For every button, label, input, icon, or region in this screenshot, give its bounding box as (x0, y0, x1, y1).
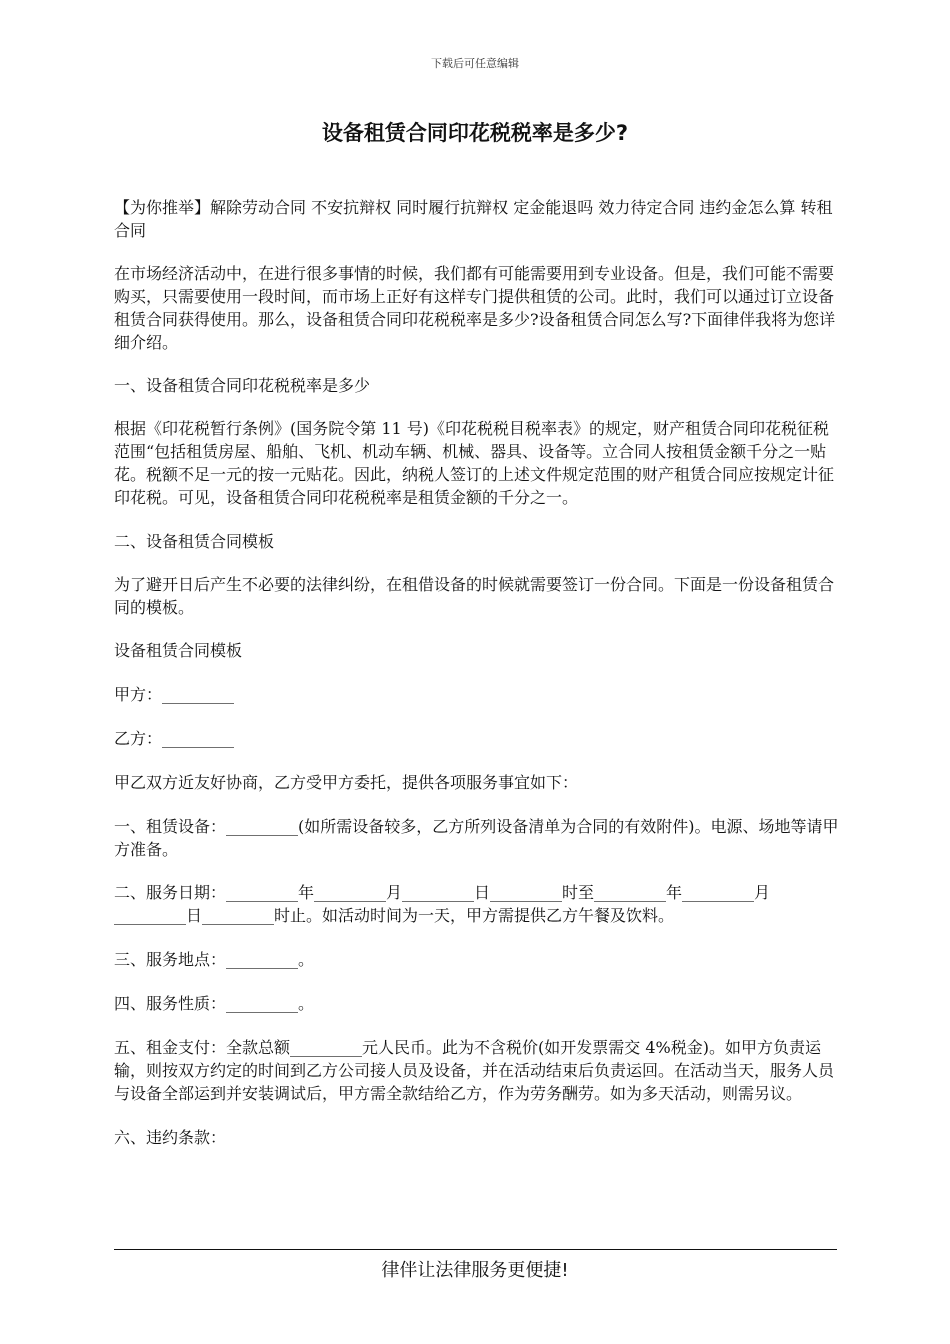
recommend-paragraph: 【为你推举】解除劳动合同 不安抗辩权 同时履行抗辩权 定金能退吗 效力待定合同 违约金怎么算 转租合同 (114, 198, 833, 240)
clause-6-breach: 六、违约条款： (114, 1128, 227, 1147)
header-note: 下载后可任意编辑 (431, 57, 519, 70)
template-title: 设备租赁合同模板 (114, 641, 243, 660)
tax-rate-paragraph: 根据《印花税暂行条例》(国务院令第 11 号)《印花税税目税率表》的规定，财产租赁合同印花税征税范围“包括租赁房屋、船舶、飞机、机动车辆、机械、器具、设备等。立合同人按租赁金额千分之一贴花。税额不足一元的按一元贴花。因此，纳税人签订的上述文件规定范围的财产租赁合同应按规定计征印花税。可见，设备租赁合同印花税税率是租赁金额的千分之一。 (114, 419, 835, 507)
clause-4-nature: 四、服务性质：_________。 (114, 994, 315, 1013)
agreement-intro-line: 甲乙双方近友好协商，乙方受甲方委托，提供各项服务事宜如下： (114, 773, 579, 792)
template-intro-paragraph: 为了避开日后产生不必要的法律纠纷，在租借设备的时候就需要签订一份合同。下面是一份设备租赁合同的模板。 (114, 575, 835, 617)
document-body (114, 196, 839, 1149)
section-heading-tax-rate: 一、设备租赁合同印花税税率是多少 (114, 376, 371, 395)
party-b-line: 乙方：_________ (114, 729, 235, 748)
clause-3-location: 三、服务地点：_________。 (114, 950, 315, 969)
clause-2-service-date: 二、服务日期：_________年_________月_________日_________时至_________年_________月_________日_________时止。如活动时间为一天，甲方需提供乙方午餐及饮料。 (114, 883, 771, 925)
intro-paragraph: 在市场经济活动中，在进行很多事情的时候，我们都有可能需要用到专业设备。但是，我们可能不需要购买，只需要使用一段时间，而市场上正好有这样专门提供租赁的公司。此时，我们可以通过订立设备租赁合同获得使用。那么，设备租赁合同印花税税率是多少?设备租赁合同怎么写?下面律伴我将为您详细介绍。 (114, 264, 836, 352)
clause-5-payment: 五、租金支付：全款总额_________元人民币。此为不含税价(如开发票需交 4%税金)。如甲方负责运输，则按双方约定的时间到乙方公司接人员及设备，并在活动结束后负责运回。在活动当天，服务人员与设备全部运到并安装调试后，甲方需全款结给乙方，作为劳务酬劳。如为多天活动，则需另议。 (114, 1038, 835, 1103)
footer-slogan: 律伴让法律服务更便捷! (381, 1260, 569, 1281)
clause-1-equipment: 一、租赁设备：_________(如所需设备较多，乙方所列设备清单为合同的有效附件)。电源、场地等请甲方准备。 (114, 817, 839, 859)
party-a-line: 甲方：_________ (114, 685, 235, 704)
document-title: 设备租赁合同印花税税率是多少? (321, 121, 629, 145)
footer-divider (114, 1249, 837, 1250)
section-heading-template: 二、设备租赁合同模板 (114, 532, 275, 551)
